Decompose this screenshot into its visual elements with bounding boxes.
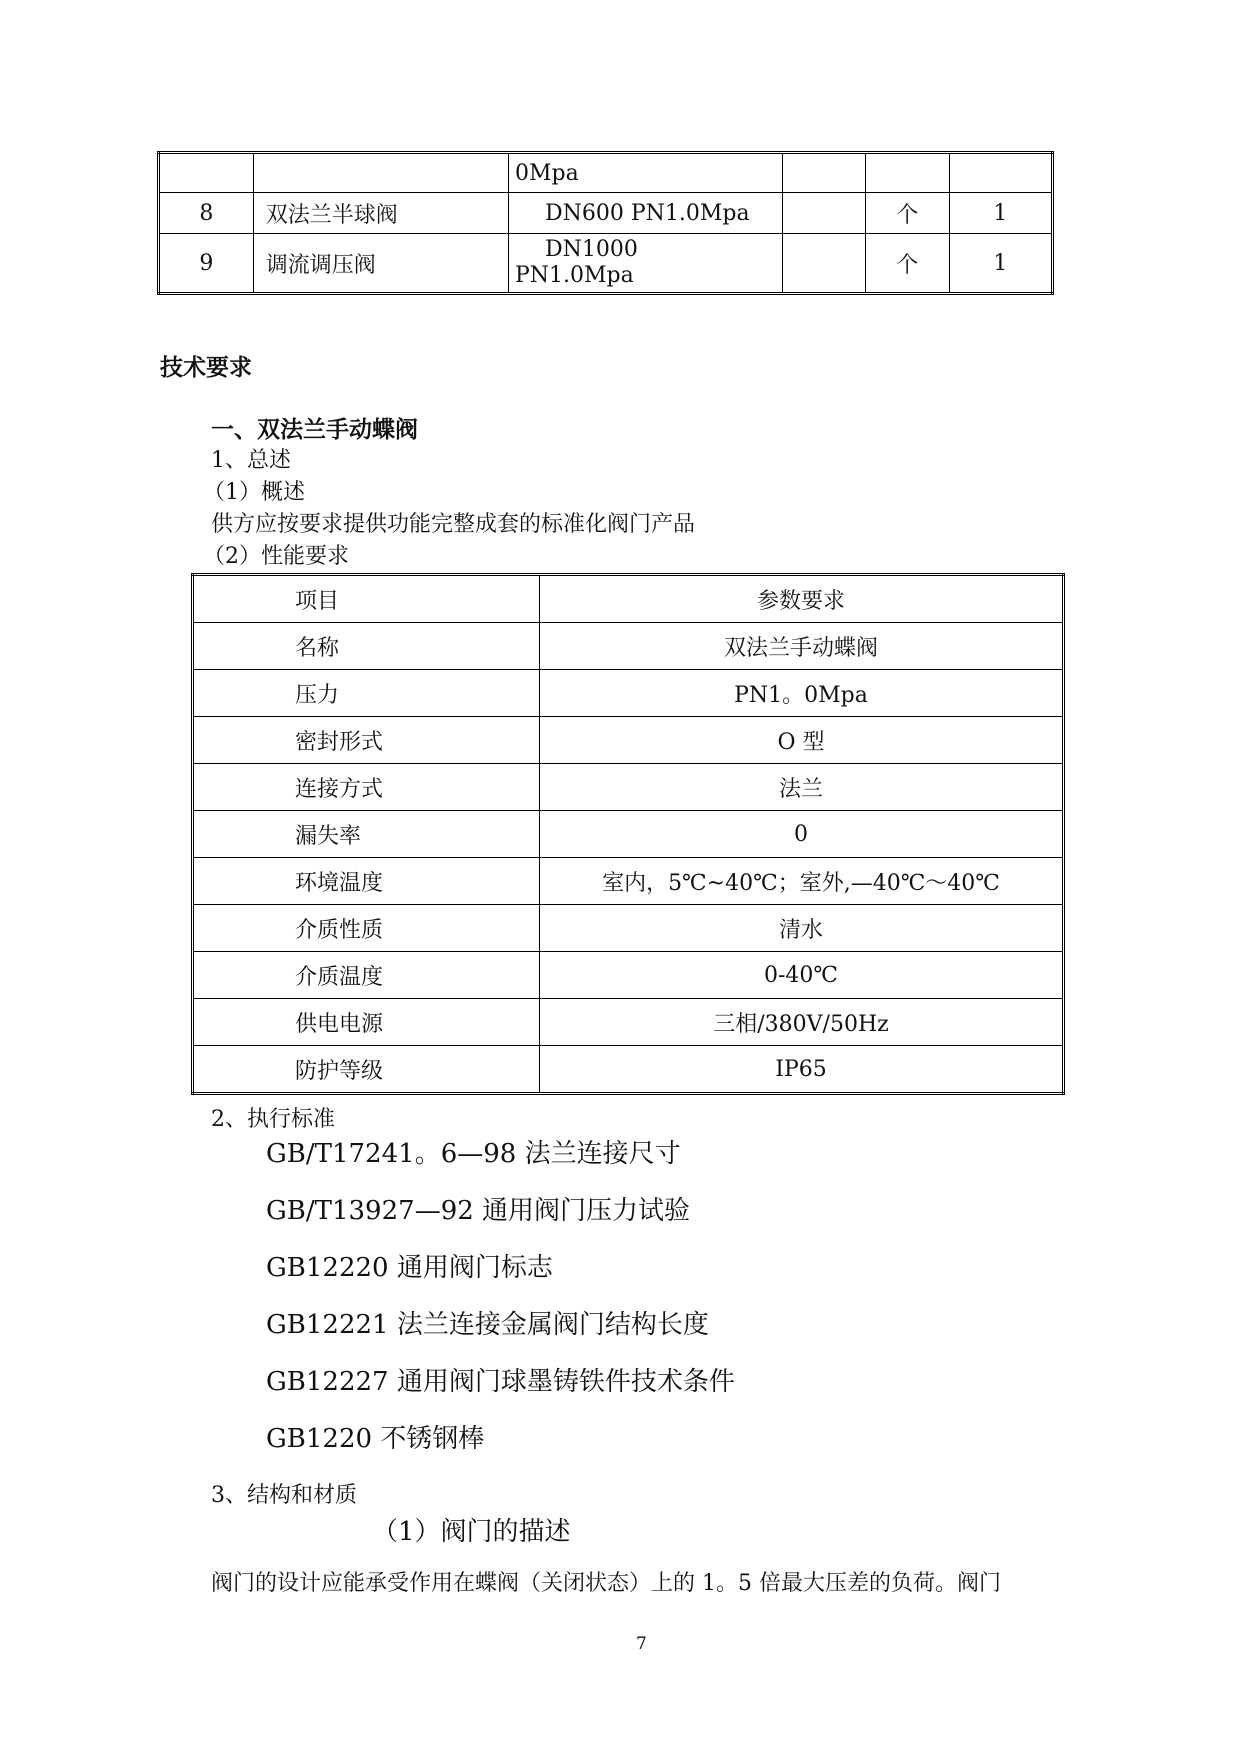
param-item: 供电电源 — [193, 999, 540, 1046]
equipment-table — [157, 151, 1054, 295]
param-item: 介质性质 — [193, 905, 540, 952]
standard-item: GB/T13927—92 通用阀门压力试验 — [266, 1196, 691, 1226]
param-item: 防护等级 — [193, 1046, 540, 1094]
cell-blank — [783, 153, 866, 193]
cell-name: 调流调压阀 — [253, 234, 508, 294]
valve-description-text: 阀门的设计应能承受作用在蝶阀（关闭状态）上的 1。5 倍最大压差的负荷。阀门 — [211, 1571, 1001, 1596]
param-value: 清水 — [540, 905, 1064, 952]
table-row — [159, 234, 1053, 294]
overview-text: 供方应按要求提供功能完整成套的标准化阀门产品 — [211, 512, 696, 537]
table-row — [193, 764, 1064, 811]
table-row — [193, 623, 1064, 670]
table-row — [193, 1046, 1064, 1094]
heading-tech-requirements: 技术要求 — [160, 354, 252, 381]
cell-qty: 1 — [949, 193, 1052, 234]
header-item: 项目 — [193, 575, 540, 623]
cell-unit: 个 — [865, 234, 949, 294]
cell-spec: DN600 PN1.0Mpa — [508, 193, 782, 234]
standard-item: GB12220 通用阀门标志 — [266, 1253, 553, 1283]
standard-item: GB1220 不锈钢棒 — [266, 1424, 485, 1454]
structure-material-heading: 3、结构和材质 — [211, 1483, 357, 1508]
cell-name: 双法兰半球阀 — [253, 193, 508, 234]
param-item: 连接方式 — [193, 764, 540, 811]
param-value: O 型 — [540, 717, 1064, 764]
subsection-performance-title: （2）性能要求 — [203, 544, 349, 569]
param-value: 双法兰手动蝶阀 — [540, 623, 1064, 670]
header-value: 参数要求 — [540, 575, 1064, 623]
cell-unit — [865, 153, 949, 193]
param-item: 介质温度 — [193, 952, 540, 999]
table-header-row — [193, 575, 1064, 623]
param-item: 压力 — [193, 670, 540, 717]
table-row — [159, 193, 1053, 234]
param-value: IP65 — [540, 1046, 1064, 1094]
page-number: 7 — [636, 1634, 647, 1654]
spec-line-2: PN1.0Mpa — [514, 263, 634, 288]
cell-qty — [949, 153, 1052, 193]
cell-unit: 个 — [865, 193, 949, 234]
performance-parameter-table — [191, 573, 1065, 1095]
subsection-overview-title: （1）概述 — [203, 480, 305, 505]
param-value: 0 — [540, 811, 1064, 858]
standard-item: GB12227 通用阀门球墨铸铁件技术条件 — [266, 1367, 735, 1397]
standard-item: GB/T17241。6—98 法兰连接尺寸 — [266, 1139, 681, 1169]
cell-spec: 0Mpa — [508, 153, 782, 193]
standard-item: GB12221 法兰连接金属阀门结构长度 — [266, 1310, 709, 1340]
section-1-title: 一、双法兰手动蝶阀 — [211, 416, 418, 443]
cell-blank — [783, 193, 866, 234]
cell-no: 8 — [159, 193, 254, 234]
cell-no: 9 — [159, 234, 254, 294]
table-row — [193, 858, 1064, 905]
standards-heading: 2、执行标准 — [211, 1107, 335, 1132]
param-value: 室内，5℃~40℃；室外,—40℃～40℃ — [540, 858, 1064, 905]
table-row — [193, 670, 1064, 717]
param-item: 密封形式 — [193, 717, 540, 764]
cell-name — [253, 153, 508, 193]
table-row — [193, 952, 1064, 999]
param-value: 三相/380V/50Hz — [540, 999, 1064, 1046]
param-item: 环境温度 — [193, 858, 540, 905]
cell-blank — [783, 234, 866, 294]
table-row — [159, 153, 1053, 193]
param-item: 漏失率 — [193, 811, 540, 858]
param-value: 0-40℃ — [540, 952, 1064, 999]
table-row — [193, 717, 1064, 764]
valve-description-title: （1）阀门的描述 — [372, 1517, 571, 1547]
table-row — [193, 905, 1064, 952]
param-value: PN1。0Mpa — [540, 670, 1064, 717]
cell-no — [159, 153, 254, 193]
table-row — [193, 999, 1064, 1046]
param-value: 法兰 — [540, 764, 1064, 811]
spec-line-1: DN1000 — [544, 237, 638, 262]
param-item: 名称 — [193, 623, 540, 670]
cell-spec — [508, 234, 782, 294]
cell-qty: 1 — [949, 234, 1052, 294]
overview-heading: 1、总述 — [211, 448, 291, 473]
table-row — [193, 811, 1064, 858]
